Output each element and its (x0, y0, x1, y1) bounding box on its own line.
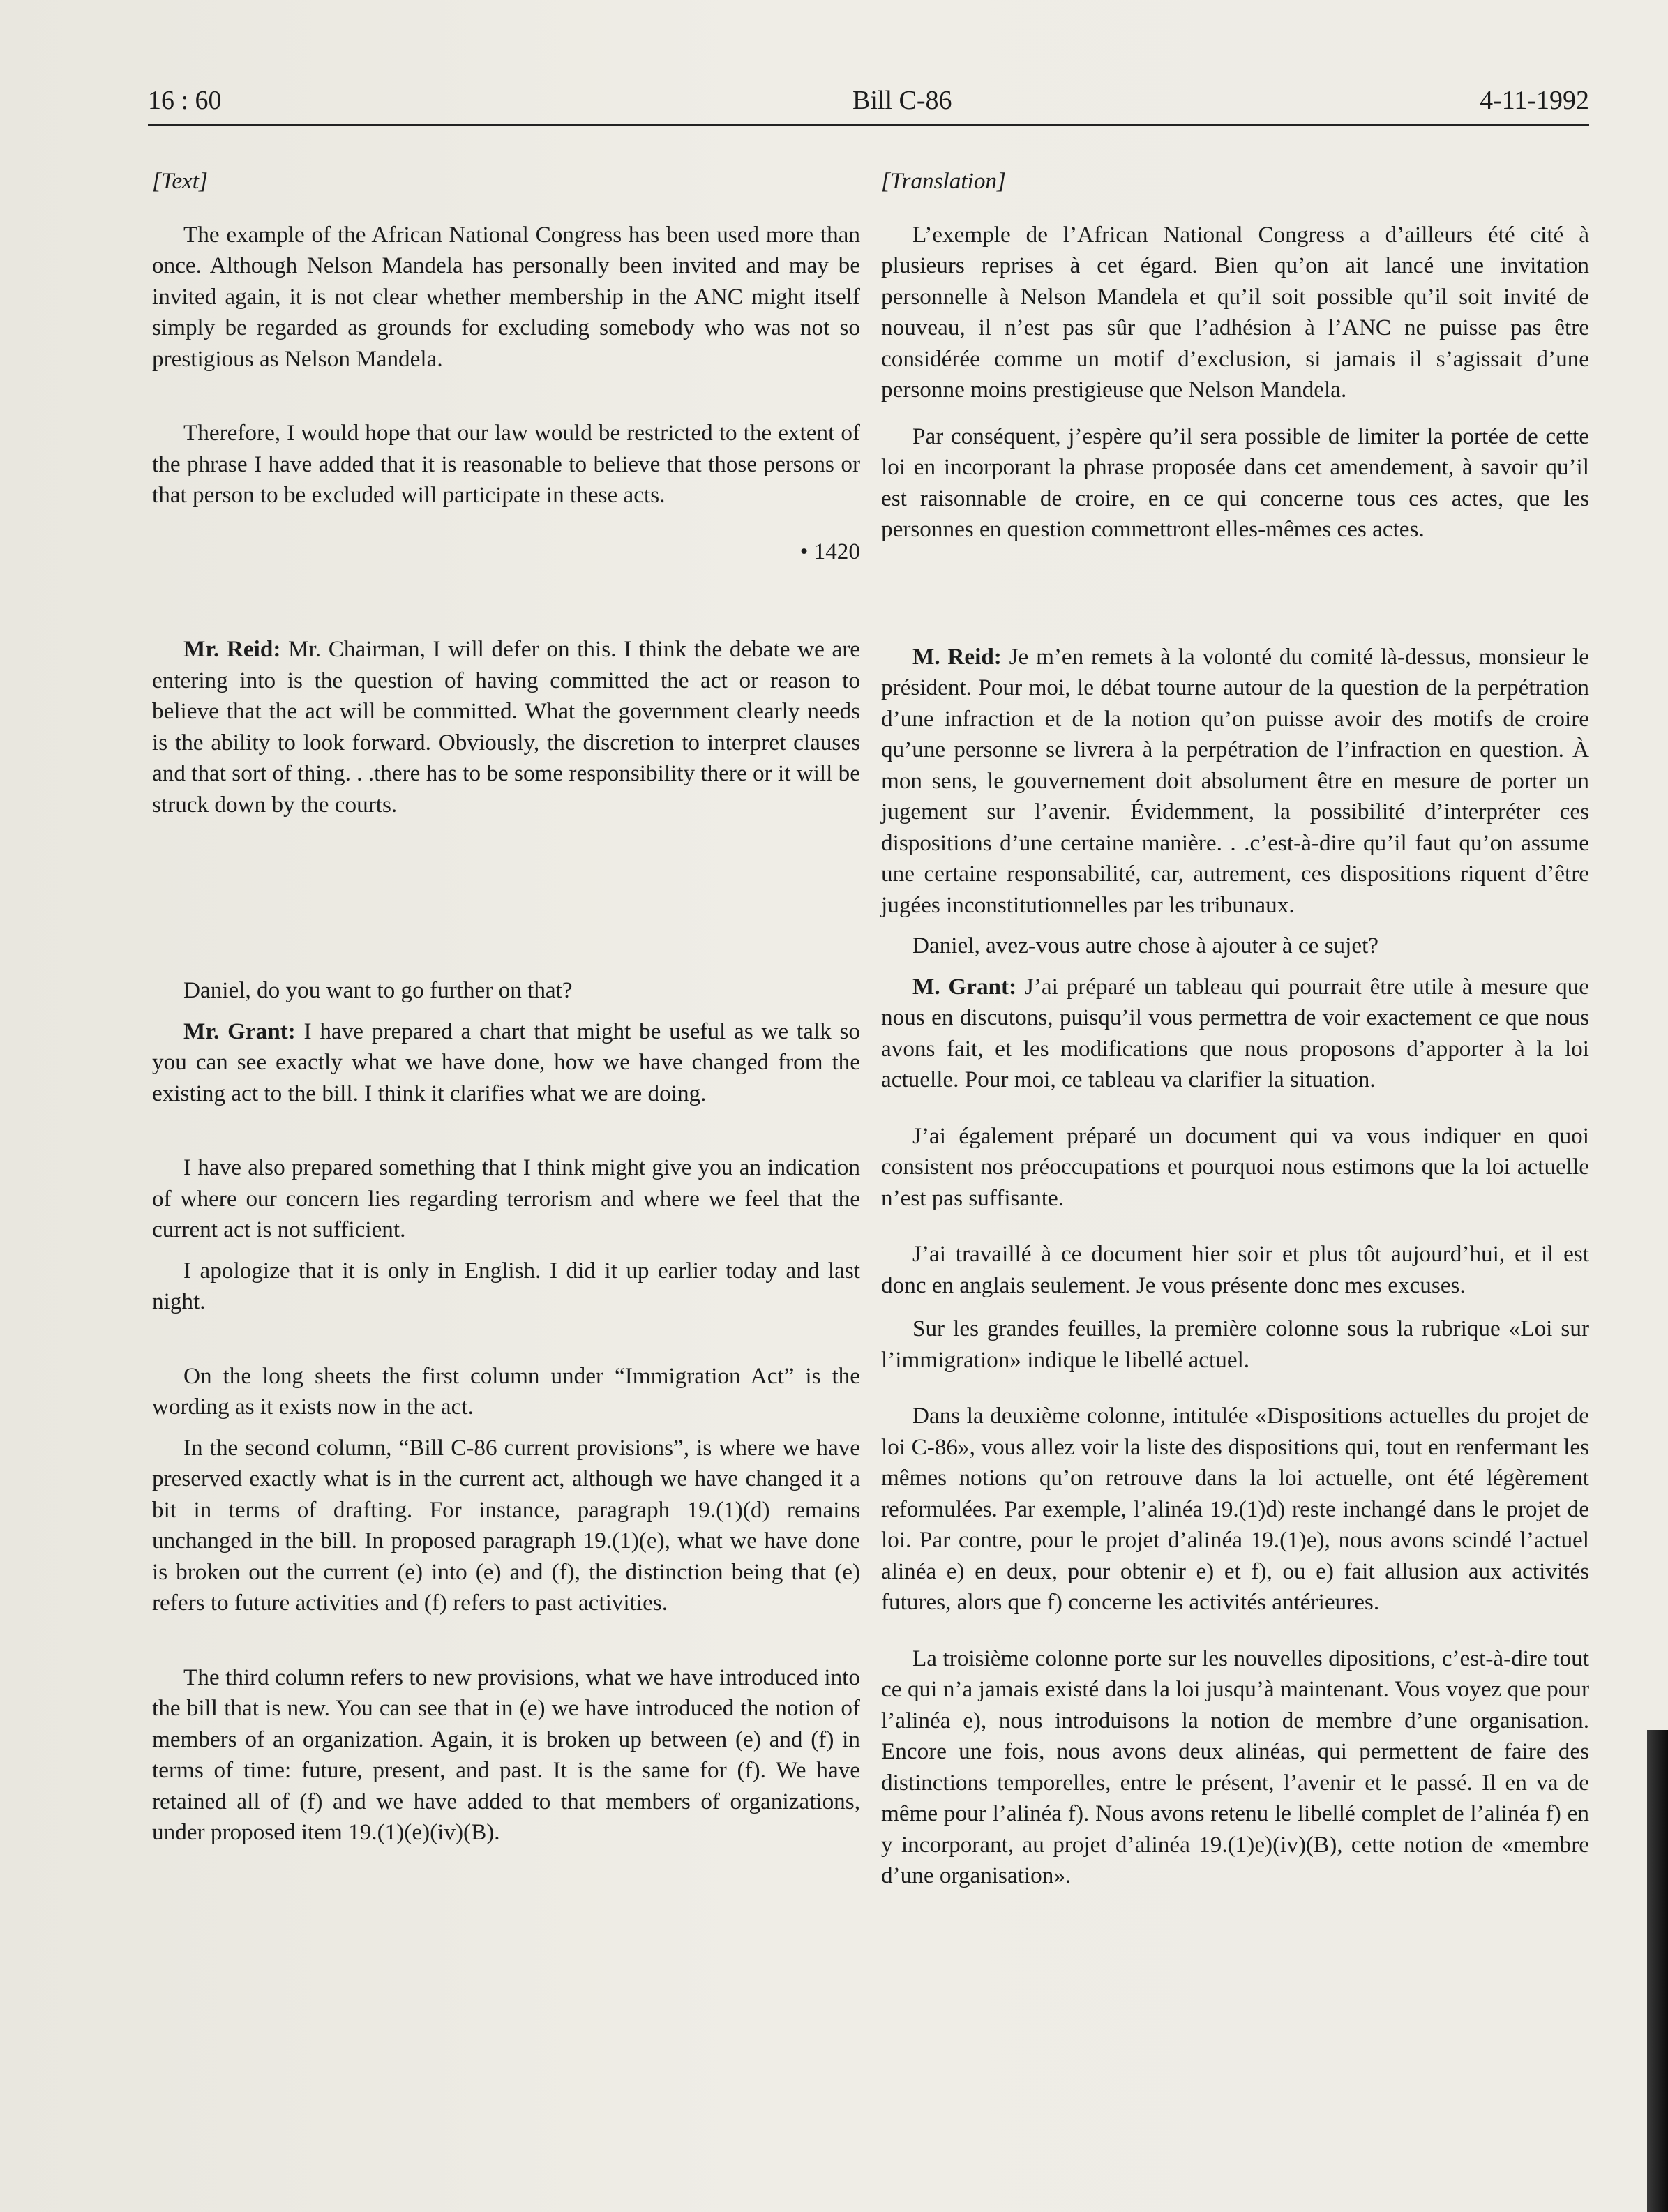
grant-text: I have prepared a chart that might be useful as we talk so you can see exactly what we have done, how we have changed from the existing act to the bill. I think it clarifies what we are doing. (152, 1018, 860, 1106)
paragraph-second-column: In the second column, “Bill C-86 current provisions”, is where we have preserved exactly what is in the current act, although we have changed it a bit in terms of drafting. For instance, paragraph 19.(1)(d) remains unchanged in the bill. In proposed paragraph 19.(1)(e), what we have done is broken out the current (e) into (e) and (f), the distinction being that (e) refers to future activities and (f) refers to past activities. (152, 1434, 860, 1616)
paragraph-terrorism: I have also prepared something that I think might give you an indication of where our concern lies regarding terrorism and where we feel that the current act is not sufficient. (152, 1154, 860, 1242)
time-marker: • 1420 (799, 538, 860, 564)
paragraph-anc-example-fr: L’exemple de l’African National Congress a d’ailleurs été cité à plusieurs reprises à cet égard. Bien qu’on ait lancé une invitation personnelle à Nelson Mandela et qu’il soit possible qu’il soit invité de nouveau, il n’est pas sûr que l’adhésion à l’ANC ne puisse pas être considérée comme un motif d’exclusion, si jamais il s’agissait d’une personne moins prestigieuse que Nelson Mandela. (881, 221, 1589, 402)
paragraph-reid-fr (881, 642, 1589, 921)
page-header (148, 82, 1589, 126)
paragraph-reid (152, 634, 860, 820)
speaker-reid-fr: M. Reid: (912, 643, 1002, 670)
text-label: [Text] (152, 168, 208, 194)
paragraph-third-column: The third column refers to new provisions, what we have introduced into the bill that is new. You can see that in (e) we have introduced the notion of members of an organization. Again, it is broken up between (e) and (f) in terms of time: future, present, and past. It is the same for (f). We have retained all of (f) and we have added to that members of organizations, under proposed item 19.(1)(e)(iv)(B). (152, 1664, 860, 1845)
paragraph-apology: I apologize that it is only in English. I did it up earlier today and last night. (152, 1257, 860, 1314)
paragraph-daniel-question: Daniel, do you want to go further on that? (183, 977, 573, 1003)
english-column (152, 166, 860, 1849)
paragraph-second-column-fr: Dans la deuxième colonne, intitulée «Dispositions actuelles du projet de loi C-86», vous allez voir la liste des dispositions qui, tout en renfermant les mêmes notions qu’on retrouve dans la loi actuelle, ont été légèrement reformulées. Par exemple, l’alinéa 19.(1)d) reste inchangé dans le projet de loi. Par contre, pour le projet d’alinéa 19.(1)e), nous avons scindé l’actuel alinéa e) en deux, pour obtenir e) et f), ou e) fait allusion aux activités futures, alors que f) concerne les activités antérieures. (881, 1403, 1589, 1615)
speaker-grant: Mr. Grant: (183, 1018, 296, 1044)
paragraph-anc-example: The example of the African National Congress has been used more than once. Although Nelson Mandela has personally been invited and may be invited again, it is not clear whether membership in the ANC might itself simply be regarded as grounds for excluding somebody who was not so prestigious as Nelson Mandela. (152, 221, 860, 372)
page-number: 16 : 60 (148, 86, 222, 115)
paragraph-terrorism-fr: J’ai également préparé un document qui va vous indiquer en quoi consistent nos préoccupations et pourquoi nous estimons que la loi actuelle n’est pas suffisante. (881, 1122, 1589, 1211)
paragraph-long-sheets: On the long sheets the first column under “Immigration Act” is the wording as it exists now in the act. (152, 1362, 860, 1420)
paragraph-third-column-fr: La troisième colonne porte sur les nouvelles dipositions, c’est-à-dire tout ce qui n’a jamais existé dans la loi jusqu’à maintenant. Vous voyez que pour l’alinéa e), nous introduisons la notion de membre d’une organisation. Encore une fois, nous avons deux alinéas, qui permettent de faire des distinctions temporelles, entre le présent, l’avenir et le passé. Il en va de même pour l’alinéa f). Nous avons retenu le libellé complet de l’alinéa f) en y incorporant, au projet d’alinéa 19.(1)e)(iv)(B), cette notion de «membre d’une organisation». (881, 1645, 1589, 1888)
reid-text: Mr. Chairman, I will defer on this. I think the debate we are entering into is the question of having committed the act or reason to believe that the act will be committed. What the government clearly needs is the ability to look forward. Obviously, the discretion to interpret clauses and that sort of thing. . .there has to be some responsibility there or it will be struck down by the courts. (152, 636, 860, 818)
grant-text-fr: J’ai préparé un tableau qui pourrait être utile à mesure que nous en discutons, puisqu’il vous permettra de voir exactement ce que nous avons fait, et les modifications que nous proposons d’apporter à la loi actuelle. Pour moi, ce tableau va clarifier la situation. (881, 973, 1589, 1092)
paragraph-daniel-question-fr: Daniel, avez-vous autre chose à ajouter à ce sujet? (912, 933, 1379, 958)
speaker-grant-fr: M. Grant: (912, 973, 1017, 1000)
paragraph-grant (152, 1016, 860, 1110)
translation-label: [Translation] (881, 168, 1006, 194)
paragraph-long-sheets-fr: Sur les grandes feuilles, la première colonne sous la rubrique «Loi sur l’immigration» indique le libellé actuel. (881, 1316, 1589, 1373)
paragraph-restriction: Therefore, I would hope that our law would be restricted to the extent of the phrase I have added that it is reasonable to believe that those persons or that person to be excluded will participate in these acts. (152, 420, 860, 508)
french-column (881, 166, 1589, 1892)
page-binding-shadow (1647, 1730, 1668, 2212)
paragraph-apology-fr: J’ai travaillé à ce document hier soir et plus tôt aujourd’hui, et il est donc en anglais seulement. Je vous présente donc mes excuses. (881, 1241, 1589, 1298)
paragraph-grant-fr (881, 972, 1589, 1096)
bill-title: Bill C-86 (852, 86, 952, 115)
speaker-reid: Mr. Reid: (183, 636, 281, 662)
paragraph-restriction-fr: Par conséquent, j’espère qu’il sera possible de limiter la portée de cette loi en incorporant la phrase proposée dans cet amendement, à savoir qu’il est raisonnable de croire, en ce qui concerne tous ces actes, que les personnes en question commettront elles-mêmes ces actes. (881, 423, 1589, 542)
reid-text-fr: Je m’en remets à la volonté du comité là-dessus, monsieur le président. Pour moi, le débat tourne autour de la question de la perpétration d’une infraction et de la notion qu’on puisse avoir des motifs de croire qu’une personne se livrera à la perpétration de l’infraction en question. À mon sens, le gouvernement doit absolument être en mesure de porter un jugement sur l’avenir. Évidemment, la possibilité d’interpréter ces dispositions d’une certaine manière. . .c’est-à-dire qu’il faut qu’on assume une certaine responsabilité, car, autrement, ces dispositions riquent d’être jugées inconstitutionnelles par les tribunaux. (881, 643, 1589, 918)
header-date: 4-11-1992 (1480, 86, 1589, 115)
